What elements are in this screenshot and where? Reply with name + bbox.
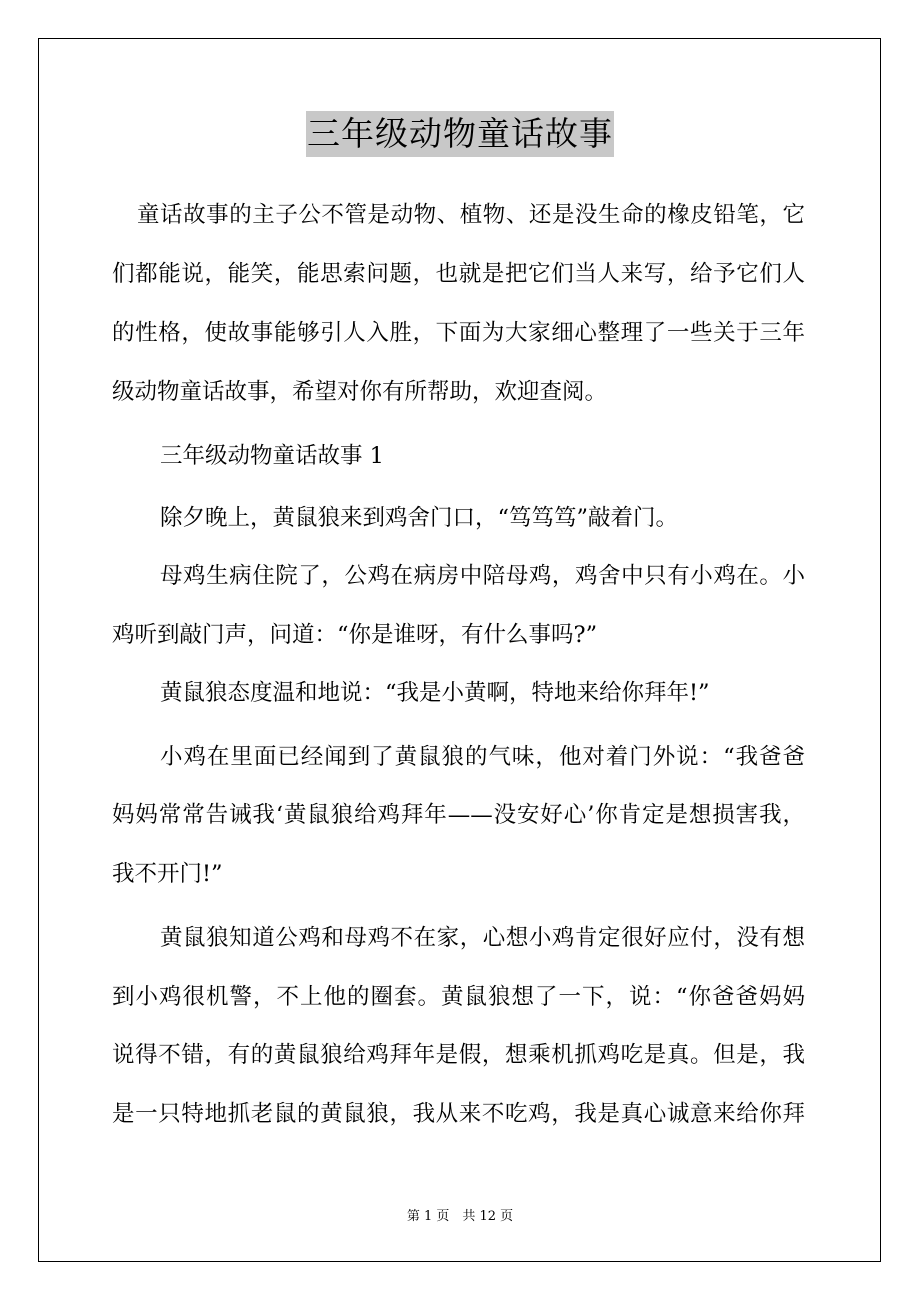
paragraph-line: 除夕晚上，黄鼠狼来到鸡舍门口，“笃笃笃”敲着门。 [160,505,679,531]
paragraph-line: 妈妈常常告诫我‘黄鼠狼给鸡拜年——没安好心’你肯定是想损害我， [112,802,805,828]
paragraph-line: 的性格，使故事能够引人入胜，下面为大家细心整理了一些关于三年 [112,320,805,346]
paragraph-line: 黄鼠狼知道公鸡和母鸡不在家，心想小鸡肯定很好应付，没有想 [160,925,805,951]
section-heading: 三年级动物童话故事 1 [160,443,384,469]
paragraph-line: 我不开门!” [112,861,223,887]
paragraph-line: 级动物童话故事，希望对你有所帮助，欢迎查阅。 [112,379,608,405]
paragraph-line: 是一只特地抓老鼠的黄鼠狼，我从来不吃鸡，我是真心诚意来给你拜 [112,1101,805,1127]
paragraph-line: 童话故事的主子公不管是动物、植物、还是没生命的橡皮铅笔，它 [137,202,805,228]
paragraph-line: 到小鸡很机警，不上他的圈套。黄鼠狼想了一下，说：“你爸爸妈妈 [112,984,805,1010]
document-title: 三年级动物童话故事 [306,111,614,157]
paragraph-line: 小鸡在里面已经闻到了黄鼠狼的气味，他对着门外说：“我爸爸 [160,744,805,770]
paragraph-line: 母鸡生病住院了，公鸡在病房中陪母鸡，鸡舍中只有小鸡在。小 [160,563,805,589]
paragraph-line: 鸡听到敲门声，问道：“你是谁呀，有什么事吗?” [112,622,598,648]
page-footer: 第 1 页 共 12 页 [406,1209,514,1224]
paragraph-line: 说得不错，有的黄鼠狼给鸡拜年是假，想乘机抓鸡吃是真。但是，我 [112,1042,805,1068]
paragraph-line: 黄鼠狼态度温和地说：“我是小黄啊，特地来给你拜年!” [160,680,710,706]
paragraph-line: 们都能说，能笑，能思索问题，也就是把它们当人来写，给予它们人 [112,261,805,287]
